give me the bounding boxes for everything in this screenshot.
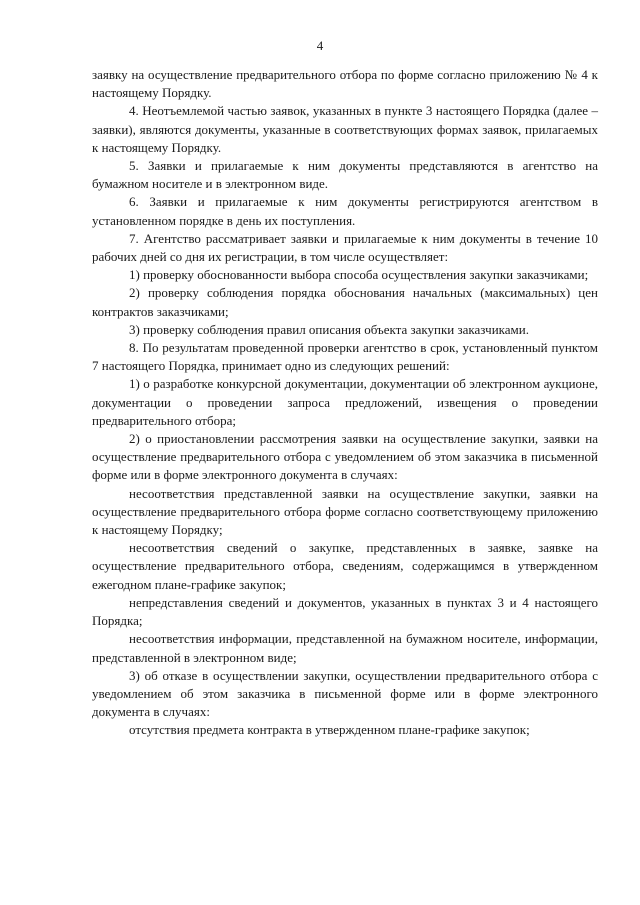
document-body xyxy=(92,66,598,740)
case-item: непредставления сведений и документов, указанных в пунктах 3 и 4 настоящего Порядка; xyxy=(92,594,598,629)
subitem-8-3: 3) об отказе в осуществлении закупки, осуществлении предварительного отбора с уведомлением об этом заказчика в письменной форме или в форме электронного документа в случаях: xyxy=(92,667,598,720)
case-item: несоответствия представленной заявки на осуществление закупки, заявки на осуществление предварительного отбора форме согласно соответствующему приложению к настоящему Порядку; xyxy=(92,485,598,538)
case-item: отсутствия предмета контракта в утвержденном плане-графике закупок; xyxy=(129,722,530,738)
paragraph-continuation: заявку на осуществление предварительного отбора по форме согласно приложению № 4 к настоящему Порядку. xyxy=(92,67,598,101)
paragraph-item-5: 5. Заявки и прилагаемые к ним документы представляются в агентство на бумажном носителе и в электронном виде. xyxy=(92,158,598,192)
subitem-8-1: 1) о разработке конкурсной документации, документации об электронном аукционе, документации о проведении запроса предложений, извещения о проведении предварительного отбора; xyxy=(92,376,598,428)
paragraph-item-7: 7. Агентство рассматривает заявки и прилагаемые к ним документы в течение 10 рабочих дней со дня их регистрации, в том числе осуществляет: xyxy=(92,230,598,265)
page-number: 4 xyxy=(316,38,324,53)
subitem-7-2: 2) проверку соблюдения порядка обоснования начальных (максимальных) цен контрактов заказчиками; xyxy=(92,285,598,319)
paragraph-item-6: 6. Заявки и прилагаемые к ним документы регистрируются агентством в установленном порядке в день их поступления. xyxy=(92,194,598,228)
paragraph-item-4: 4. Неотъемлемой частью заявок, указанных в пункте 3 настоящего Порядка (далее – заявки), являются документы, указанные в соответствующих формах заявок, прилагаемых к настоящему Порядку. xyxy=(92,103,598,155)
subitem-7-1: 1) проверку обоснованности выбора способа осуществления закупки заказчиками; xyxy=(129,267,589,283)
subitem-7-3: 3) проверку соблюдения правил описания объекта закупки заказчиками. xyxy=(129,321,529,337)
case-item: несоответствия информации, представленной на бумажном носителе, информации, представленной в электронном виде; xyxy=(92,631,598,665)
paragraph-item-8: 8. По результатам проведенной проверки агентство в срок, установленный пунктом 7 настоящего Порядка, принимает одно из следующих решений: xyxy=(92,340,598,374)
case-item: несоответствия сведений о закупке, представленных в заявке, заявке на осуществление предварительного отбора, сведениям, содержащимся в утвержденном ежегодном плане-графике закупок; xyxy=(92,540,598,592)
subitem-8-2: 2) о приостановлении рассмотрения заявки на осуществление закупки, заявки на осуществление предварительного отбора с уведомлением об этом заказчика в письменной форме или в форме электронного документа в случаях: xyxy=(92,431,598,483)
